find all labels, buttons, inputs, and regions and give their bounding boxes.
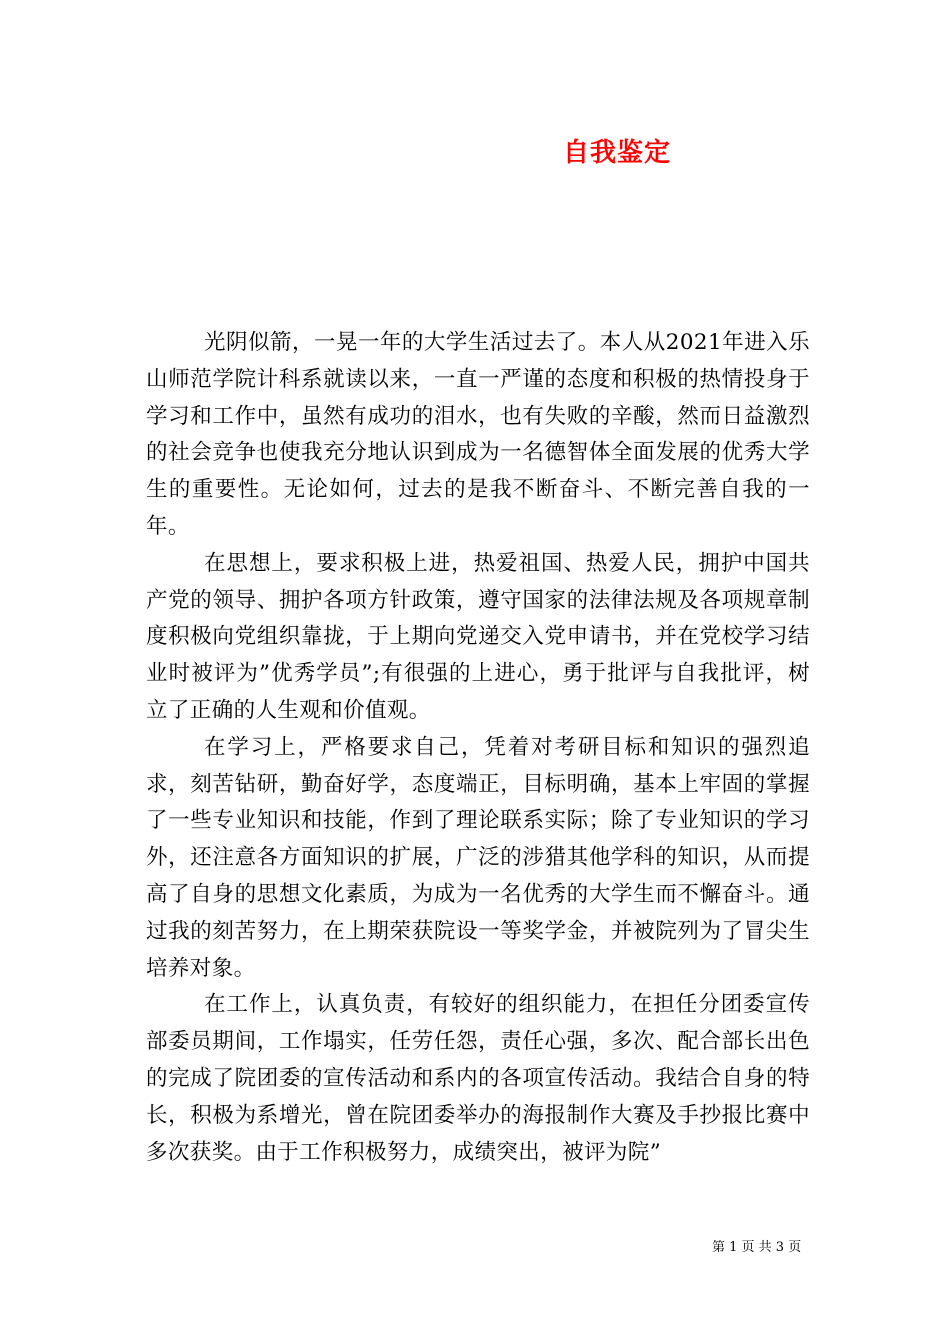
paragraph-study: 在学习上，严格要求自己，凭着对考研目标和知识的强烈追求，刻苦钻研，勤奋好学，态度端正，目标明确，基本上牢固的掌握了一些专业知识和技能，作到了理论联系实际；除了专业知识的学习外，还注意各方面知识的扩展，广泛的涉猎其他学科的知识，从而提高了自身的思想文化素质，为成为一名优秀的大学生而不懈奋斗。通过我的刻苦努力，在上期荣获院设一等奖学金，并被院列为了冒尖生培养对象。 <box>146 734 810 981</box>
page-number-footer: 第 1 页 共 3 页 <box>712 1240 802 1255</box>
paragraph-intro: 光阴似箭，一晃一年的大学生活过去了。本人从2021年进入乐山师范学院计科系就读以来，一直一严谨的态度和积极的热情投身于学习和工作中，虽然有成功的泪水，也有失败的辛酸，然而日益激烈的社会竞争也使我充分地认识到成为一名德智体全面发展的优秀大学生的重要性。无论如何，过去的是我不断奋斗、不断完善自我的一年。 <box>146 330 810 539</box>
paragraph-work: 在工作上，认真负责，有较好的组织能力，在担任分团委宣传部委员期间，工作塌实，任劳任怨，责任心强，多次、配合部长出色的完成了院团委的宣传活动和系内的各项宣传活动。我结合自身的特长，积极为系增光，曾在院团委举办的海报制作大赛及手抄报比赛中多次获奖。由于工作积极努力，成绩突出，被评为院” <box>146 992 810 1165</box>
document-body <box>146 325 810 1171</box>
paragraph-ideology: 在思想上，要求积极上进，热爱祖国、热爱人民，拥护中国共产党的领导、拥护各项方针政策，遵守国家的法律法规及各项规章制度积极向党组织靠拢，于上期向党递交入党申请书，并在党校学习结业时被评为”优秀学员”;有很强的上进心，勇于批评与自我批评，树立了正确的人生观和价值观。 <box>146 550 810 723</box>
document-title: 自我鉴定 <box>562 138 671 168</box>
